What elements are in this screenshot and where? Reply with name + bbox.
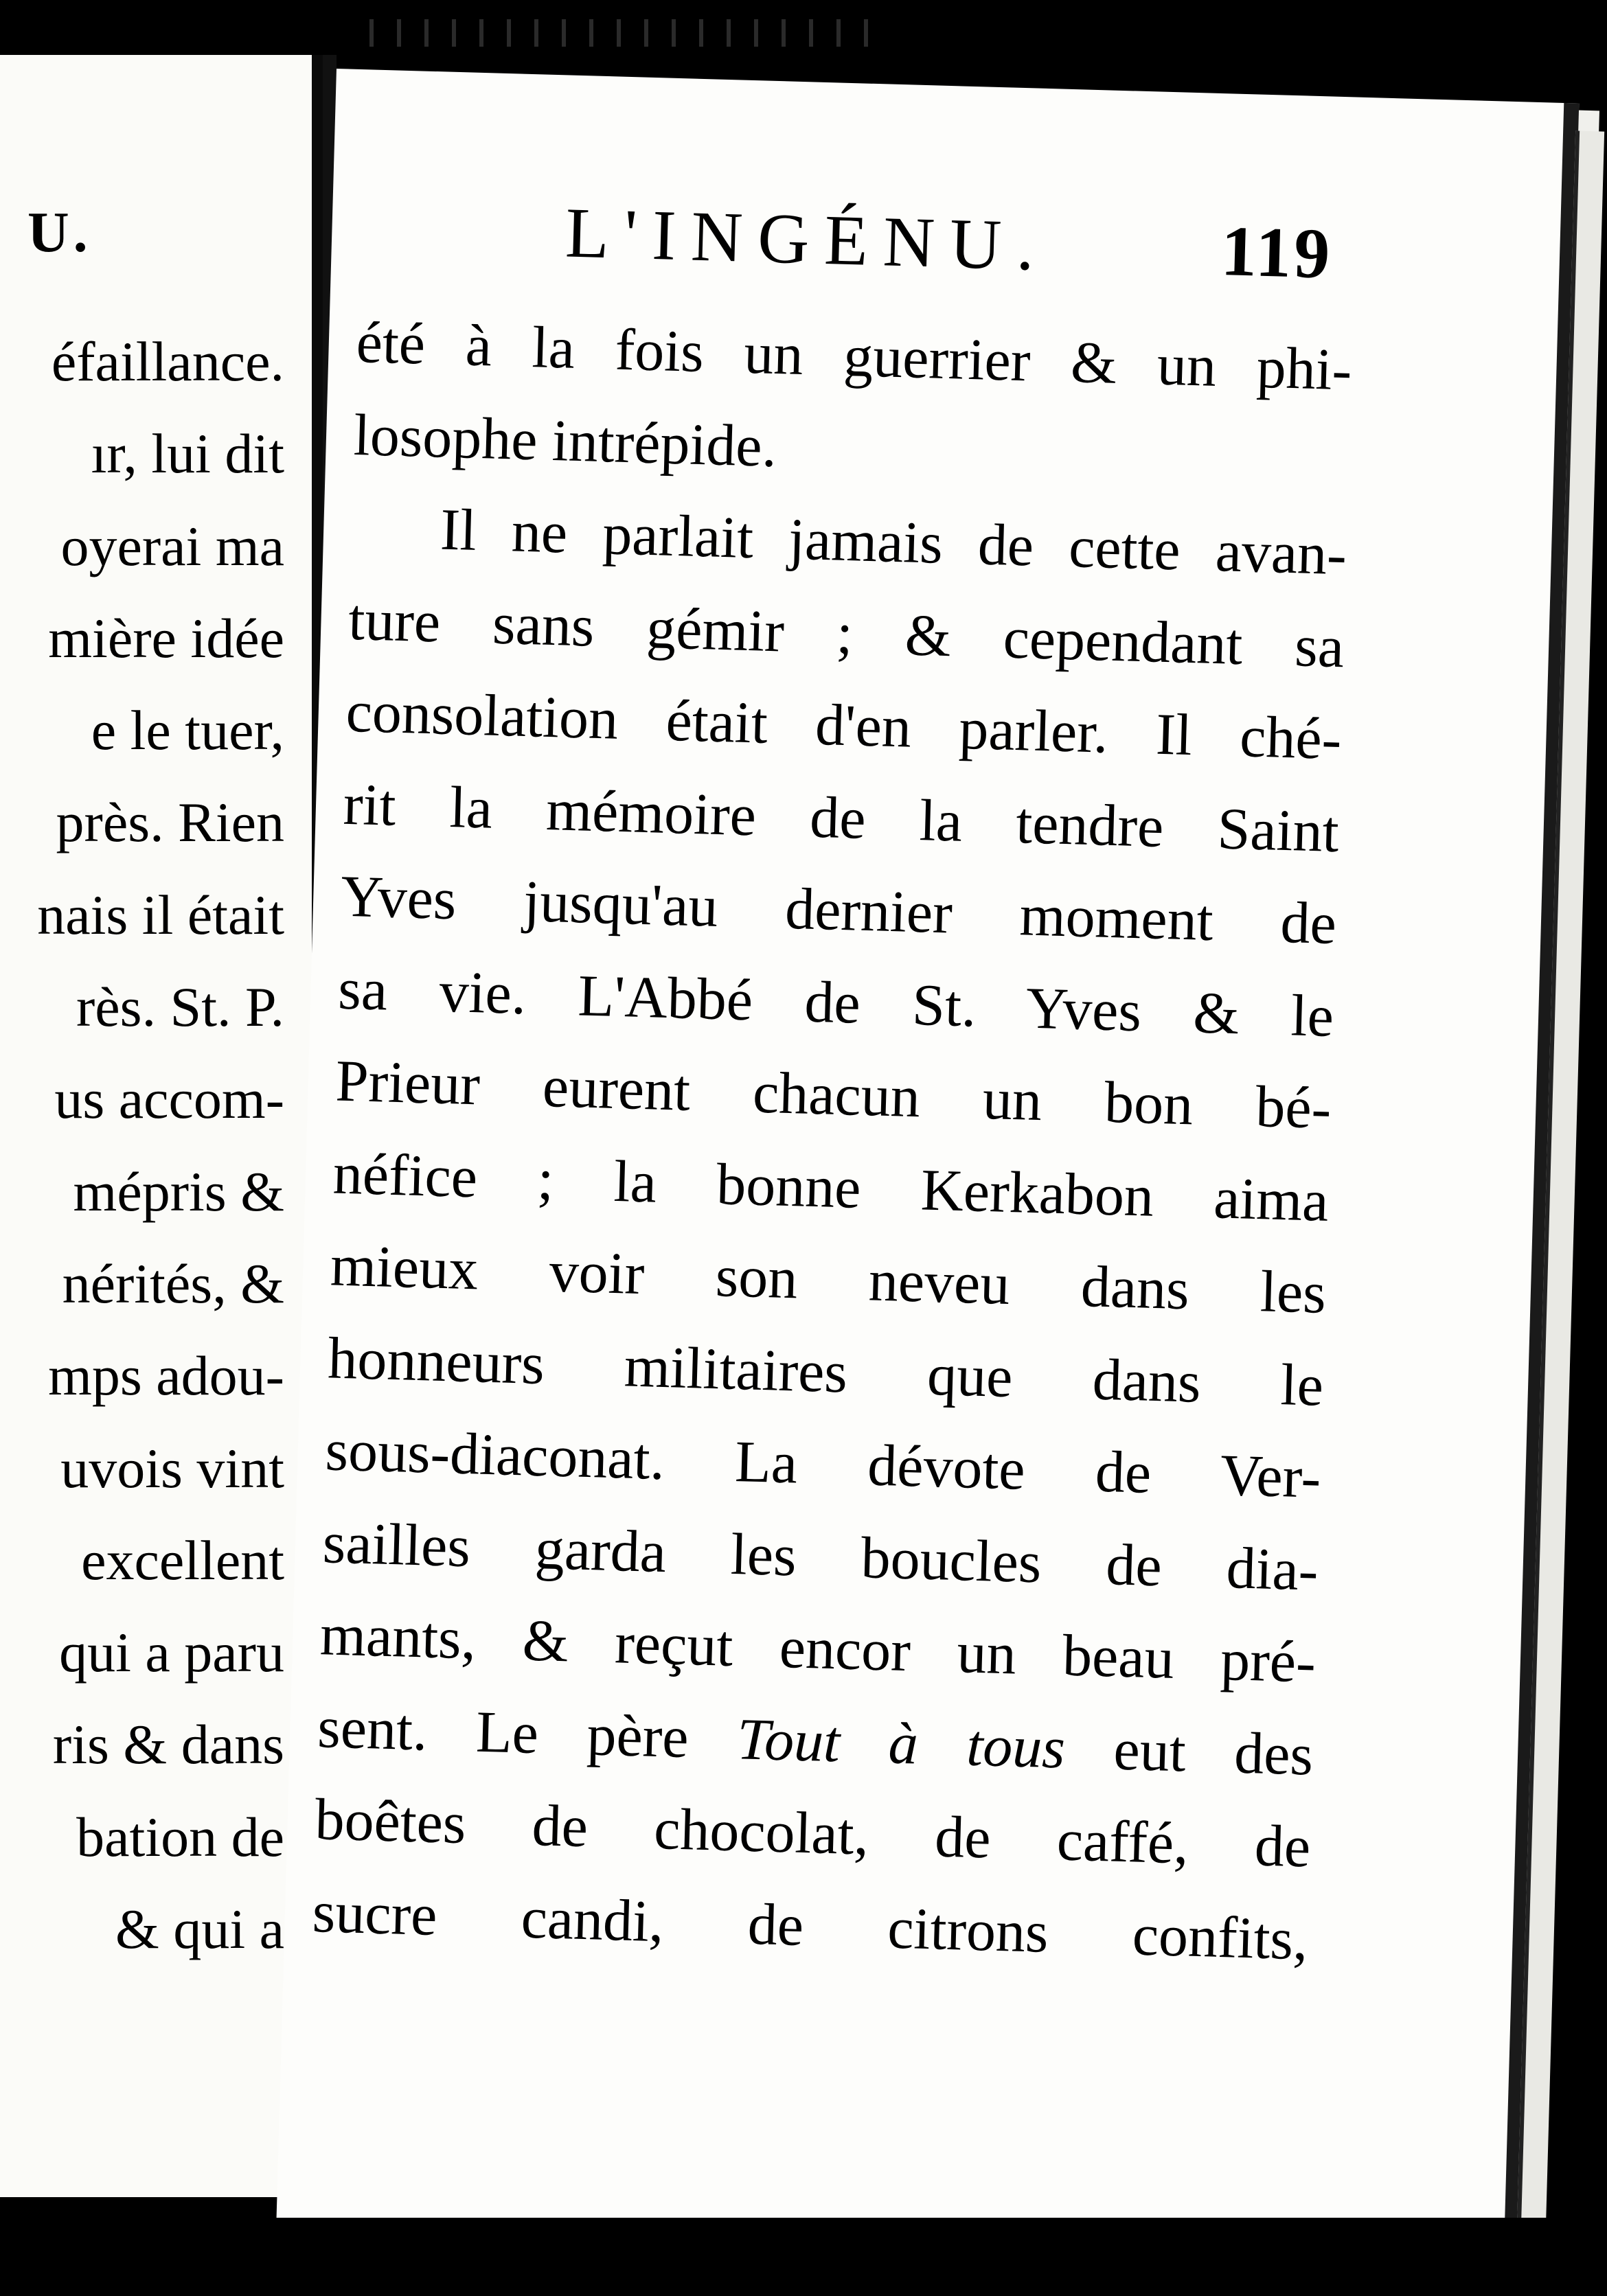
italic-text-run: Tout à tous [736, 1705, 1067, 1781]
text-line: rit la mémoire de la tendre Saint [342, 770, 1340, 864]
left-text-line: nais il était [37, 883, 284, 946]
body-text [311, 296, 1353, 1986]
text-line: sucre candi, de citrons confits, [311, 1878, 1309, 1973]
text-line: mieux voir son neveu dans les [330, 1232, 1327, 1326]
left-text-line: bation de [76, 1805, 284, 1868]
text-line: losophe intrépide. [352, 401, 778, 479]
text-line: boêtes de chocolat, de caffé, de [314, 1786, 1312, 1880]
scan-noise [357, 19, 879, 47]
text-line: Prieur eurent chacun un bon bé- [334, 1047, 1332, 1142]
text-line: honneurs militaires que dans le [327, 1324, 1325, 1419]
text-line: sailles garda les boucles de dia- [321, 1508, 1319, 1603]
text-line: ture sans gémir ; & cependant sa [347, 586, 1345, 680]
text-line: néfice ; la bonne Kerkabon aima [332, 1140, 1330, 1234]
left-text-line: mépris & [73, 1160, 284, 1223]
left-text-line: rès. St. P. [76, 976, 284, 1039]
running-header [331, 185, 1432, 306]
text-line: Yves jusqu'au dernier moment de [340, 862, 1338, 957]
left-text-block [0, 316, 284, 1975]
left-text-line: éfaillance. [51, 330, 284, 393]
text-line: sa vie. L'Abbé de St. Yves & le [337, 955, 1335, 1049]
page-number: 119 [1220, 211, 1334, 294]
left-page [0, 55, 323, 2197]
left-text-line: & qui a [115, 1898, 284, 1961]
left-text-line: oyerai ma [60, 514, 284, 577]
right-page [276, 69, 1579, 2261]
text-run: eut des [1064, 1714, 1314, 1788]
left-text-line: uvois vint [60, 1436, 284, 1500]
running-title: L'INGÉNU. [564, 193, 1051, 286]
text-line: sous-diaconat. La dévote de Ver- [324, 1416, 1322, 1511]
text-line: consolation était d'en parler. Il ché- [345, 678, 1343, 772]
text-run: sent. Le père [317, 1693, 738, 1771]
left-text-line: mps adou- [48, 1344, 284, 1408]
text-line: été à la fois un guerrier & un phi- [355, 308, 1353, 403]
left-text-line: près. Rien [56, 791, 284, 854]
left-text-line: mière idée [48, 606, 284, 669]
page-edge [1516, 130, 1604, 2245]
left-text-line: us accom- [54, 1068, 284, 1131]
text-line: mants, & reçut encor un beau pré- [319, 1601, 1317, 1695]
left-text-line: ır, lui dit [91, 422, 284, 485]
left-text-line: nérités, & [62, 1252, 284, 1315]
scan-border-top [0, 0, 1607, 62]
left-text-line: excellent [81, 1528, 284, 1592]
left-text-line: e le tuer, [91, 699, 284, 762]
scan-border-bottom [0, 2218, 1607, 2296]
paragraph-start-line: Il ne parlait jamais de cette avan- [439, 496, 1348, 588]
left-text-line: ris & dans [52, 1713, 284, 1776]
left-text-line: qui a paru [59, 1621, 284, 1684]
left-running-head: U. [27, 200, 92, 264]
